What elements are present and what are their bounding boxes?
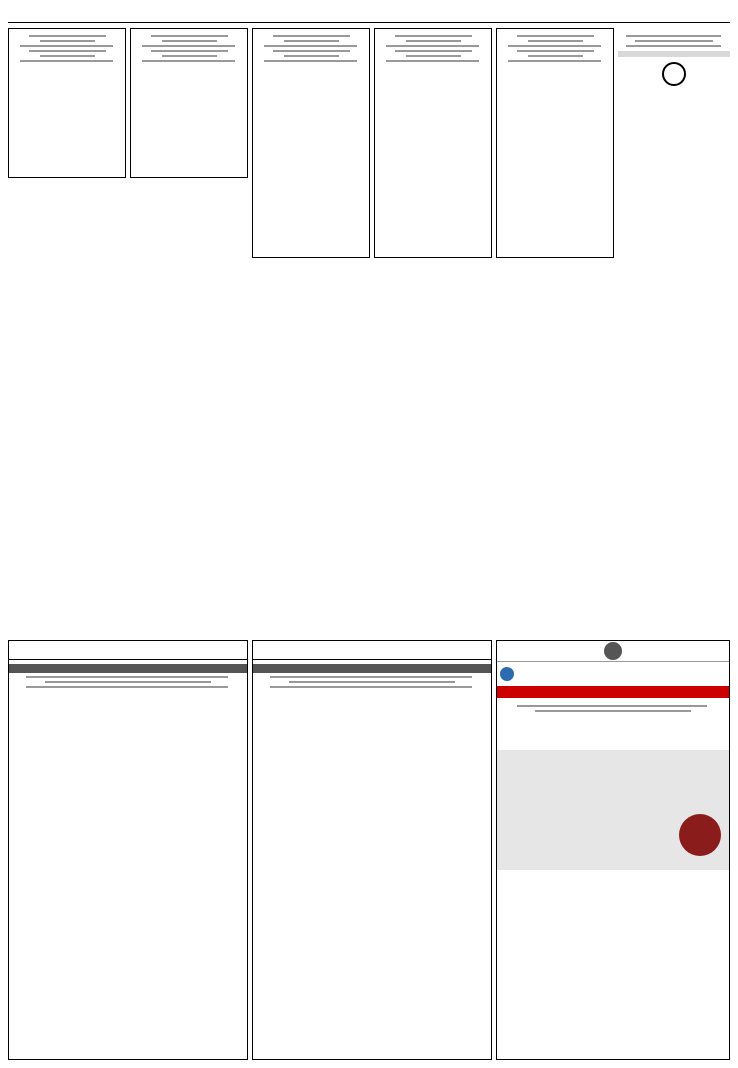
notice-box	[130, 28, 248, 178]
familie-heading	[618, 51, 730, 57]
sidebar	[618, 28, 730, 87]
red-banner	[497, 686, 729, 698]
notice-box	[8, 28, 126, 178]
classified-heading	[253, 641, 491, 660]
column-4	[374, 28, 492, 262]
column-3	[252, 28, 370, 262]
classified-heading	[9, 641, 247, 660]
column-1	[8, 28, 126, 182]
kik-logo-icon	[497, 641, 729, 662]
notice-box	[496, 28, 614, 258]
notice-box	[252, 28, 370, 258]
classified-block-left	[8, 640, 248, 1060]
masthead	[8, 8, 730, 23]
column-2	[130, 28, 248, 182]
classified-block-middle	[252, 640, 492, 1060]
church-image	[497, 750, 729, 870]
sidebar-heading	[618, 28, 730, 32]
ad-block-right	[496, 640, 730, 1060]
leef-mee-block	[497, 698, 729, 750]
nieuws-icon	[497, 662, 729, 686]
notice-box	[374, 28, 492, 258]
column-5	[496, 28, 614, 262]
rd-logo-icon	[618, 61, 730, 87]
